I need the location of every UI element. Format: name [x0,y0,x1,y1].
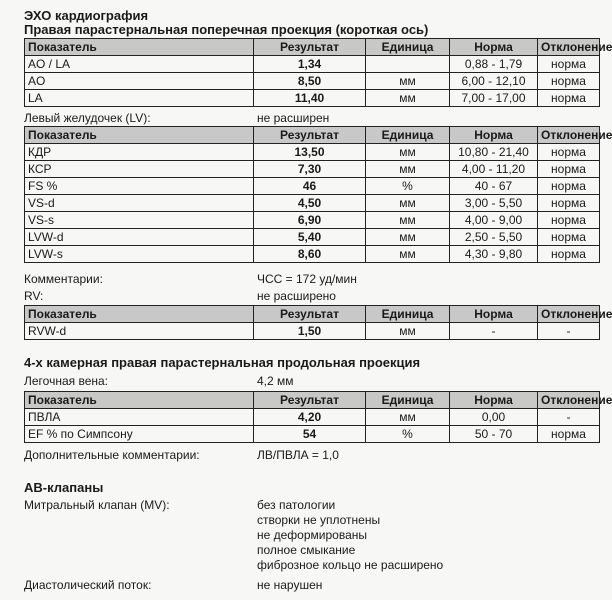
table-row [25,178,600,195]
table-cell: 1,50 [254,323,366,340]
table-header-row [25,39,600,56]
table-row [25,323,600,340]
table-row [25,426,600,443]
table-cell: - [538,409,600,426]
table-cell: % [366,426,450,443]
table-row [25,73,600,90]
column-header: Норма [450,127,538,144]
table-cell: 2,50 - 5,50 [450,229,538,246]
table-row [25,144,600,161]
table-cell: мм [366,90,450,107]
mv-line: створки не уплотнены [257,513,381,527]
table-cell: 5,40 [254,229,366,246]
table-row [25,56,600,73]
table-cell: VS-d [25,195,254,212]
rv-value: не расширено [257,289,336,303]
mv-label: Митральный клапан (MV): [24,498,170,512]
table-cell: 8,50 [254,73,366,90]
table-cell: 7,00 - 17,00 [450,90,538,107]
table-cell: КСР [25,161,254,178]
column-header: Единица [366,392,450,409]
table-header-row [25,306,600,323]
column-header: Норма [450,306,538,323]
mv-line: фиброзное кольцо не расширено [257,558,444,572]
table-cell: норма [538,195,600,212]
table-cell: мм [366,212,450,229]
table-cell: мм [366,409,450,426]
table-cell: 6,90 [254,212,366,229]
table-cell: 13,50 [254,144,366,161]
table-cell: 4,20 [254,409,366,426]
table-cell: норма [538,246,600,263]
mv-line: полное смыкание [257,543,356,557]
column-header: Результат [254,127,366,144]
table-cell: норма [538,212,600,229]
extra-comments-value: ЛВ/ПВЛА = 1,0 [257,448,339,462]
table-cell: ПВЛА [25,409,254,426]
table-cell: 4,00 - 11,20 [450,161,538,178]
table-rv-body [25,306,612,340]
column-header: Показатель [25,392,254,409]
table-cell: норма [538,56,600,73]
table-cell: LA [25,90,254,107]
table-cell [366,56,450,73]
column-header: Результат [254,39,366,56]
lv-value: не расширен [257,111,330,125]
table-cell: RVW-d [25,323,254,340]
table-row [25,90,600,107]
table-long-axis [24,391,612,443]
table-cell: 40 - 67 [450,178,538,195]
table-cell: норма [538,90,600,107]
table-cell: 10,80 - 21,40 [450,144,538,161]
table-cell: 7,30 [254,161,366,178]
column-header: Единица [366,127,450,144]
column-header: Показатель [25,39,254,56]
comments-label: Комментарии: [24,272,103,286]
mv-line: без патологии [257,498,336,512]
column-header: Отклонение [538,39,600,56]
table-cell: 46 [254,178,366,195]
table-cell: норма [538,178,600,195]
table-cell: 3,00 - 5,50 [450,195,538,212]
table-lv [24,126,612,263]
table-cell: 4,30 - 9,80 [450,246,538,263]
column-header: Норма [450,39,538,56]
table-cell: норма [538,73,600,90]
table-cell: EF % по Симпсону [25,426,254,443]
diastolic-value: не нарушен [257,578,323,592]
table-cell: 6,00 - 12,10 [450,73,538,90]
table-row [25,229,600,246]
table-cell: мм [366,246,450,263]
table-cell: мм [366,195,450,212]
table-cell: КДР [25,144,254,161]
mv-description [257,498,443,573]
table-cell: LVW-d [25,229,254,246]
table-cell: % [366,178,450,195]
table-cell: 0,00 [450,409,538,426]
table-cell: норма [538,426,600,443]
table-lv-body [25,127,612,263]
table-cell: мм [366,323,450,340]
lv-label: Левый желудочек (LV): [24,111,151,125]
table-cell: FS % [25,178,254,195]
table-cell: мм [366,144,450,161]
table-header-row [25,392,600,409]
table-row [25,212,600,229]
column-header: Отклонение [538,392,600,409]
column-header: Единица [366,306,450,323]
table-row [25,195,600,212]
table-header-row [25,127,600,144]
pulm-label: Легочная вена: [24,374,109,388]
report-title: ЭХО кардиография [24,8,149,23]
table-cell: 1,34 [254,56,366,73]
table-cell: 11,40 [254,90,366,107]
mv-line: не деформированы [257,528,367,542]
table-cell: AO / LA [25,56,254,73]
table-cell: 0,88 - 1,79 [450,56,538,73]
comments-value: ЧСС = 172 уд/мин [257,272,357,286]
table-cell: - [538,323,600,340]
table-cell: 4,50 [254,195,366,212]
column-header: Результат [254,306,366,323]
table-cell: VS-s [25,212,254,229]
table-rv [24,305,612,340]
table-row [25,161,600,178]
table-cell: LVW-s [25,246,254,263]
column-header: Норма [450,392,538,409]
section-subtitle: Правая парастернальная поперечная проекция (короткая ось) [24,22,429,37]
table-row [25,409,600,426]
table-cell: 54 [254,426,366,443]
rv-label: RV: [24,289,44,303]
diastolic-label: Диастолический поток: [24,578,152,592]
column-header: Отклонение [538,306,600,323]
table-short-axis-body [25,39,612,107]
table-cell: норма [538,229,600,246]
table-cell: норма [538,161,600,178]
column-header: Единица [366,39,450,56]
table-long-axis-body [25,392,612,443]
column-header: Результат [254,392,366,409]
extra-comments-label: Дополнительные комментарии: [24,448,200,462]
column-header: Показатель [25,306,254,323]
column-header: Отклонение [538,127,600,144]
table-cell: мм [366,161,450,178]
section3-title: АВ-клапаны [24,480,104,495]
table-cell: мм [366,229,450,246]
table-cell: - [450,323,538,340]
table-cell: 8,60 [254,246,366,263]
table-cell: норма [538,144,600,161]
table-short-axis [24,38,612,107]
section2-title: 4-х камерная правая парастернальная продольная проекция [24,355,421,370]
pulm-value: 4,2 мм [257,374,294,388]
table-cell: мм [366,73,450,90]
column-header: Показатель [25,127,254,144]
table-cell: AO [25,73,254,90]
table-cell: 50 - 70 [450,426,538,443]
table-cell: 4,00 - 9,00 [450,212,538,229]
table-row [25,246,600,263]
